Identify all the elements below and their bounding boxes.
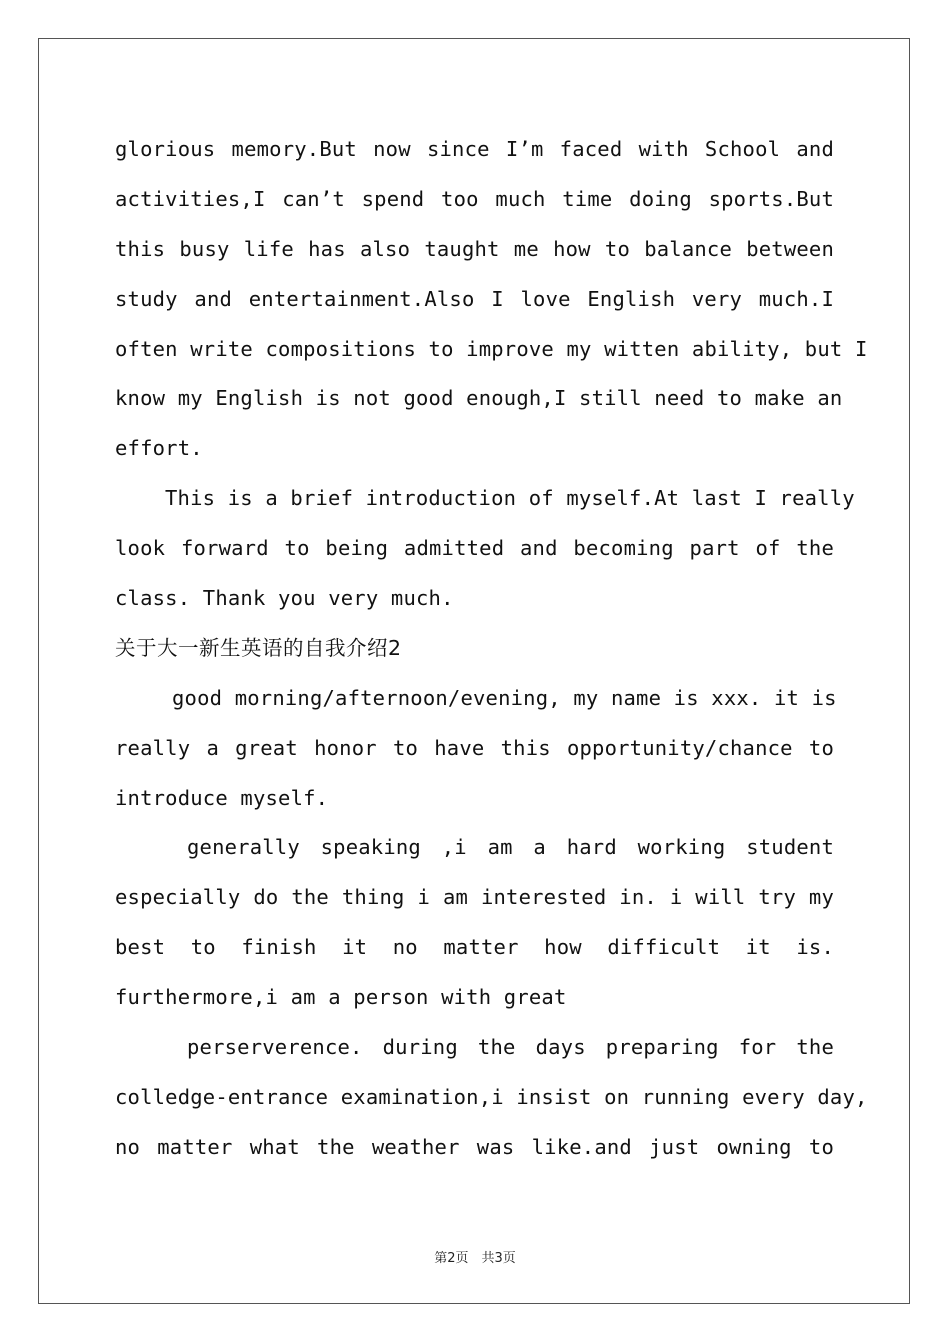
text-line: look forward to being admitted and becoming part of the: [115, 536, 834, 561]
text-line: best to finish it no matter how difficult it is.: [115, 935, 834, 960]
text-line: class. Thank you very much.: [115, 586, 454, 611]
text-line: study and entertainment.Also I love English very much.I: [115, 286, 834, 311]
text-line: glorious memory.But now since I’m faced with School and: [115, 137, 834, 161]
text-line-indented: This is a brief introduction of myself.At last I really: [165, 486, 855, 511]
section-heading: 关于大一新生英语的自我介绍2: [115, 635, 402, 660]
document-body: [115, 125, 868, 1173]
text-line: especially do the thing i am interested in. i will try my: [115, 885, 834, 910]
text-line: this busy life has also taught me how to balance between: [115, 236, 834, 261]
text-line: furthermore,i am a person with great: [115, 985, 567, 1010]
page-number: 第2页 共3页: [434, 1251, 516, 1266]
text-line: often write compositions to improve my witten ability, but I: [115, 336, 868, 361]
text-line: know my English is not good enough,I still need to make an: [115, 386, 843, 411]
text-line: no matter what the weather was like.and just owning to: [115, 1134, 834, 1159]
text-line: introduce myself.: [115, 785, 329, 810]
text-line: really a great honor to have this opportunity/chance to: [115, 735, 834, 760]
text-line: colledge-entrance examination,i insist on running every day,: [115, 1084, 868, 1109]
text-line: effort.: [115, 436, 203, 461]
text-line-indented: generally speaking ,i am a hard working student: [187, 835, 834, 860]
text-line: activities,I can’t spend too much time doing sports.But: [115, 186, 834, 211]
text-line-indented: perserverence. during the days preparing for the: [187, 1035, 834, 1060]
text-line-indented: good morning/afternoon/evening, my name is xxx. it is: [172, 685, 837, 710]
